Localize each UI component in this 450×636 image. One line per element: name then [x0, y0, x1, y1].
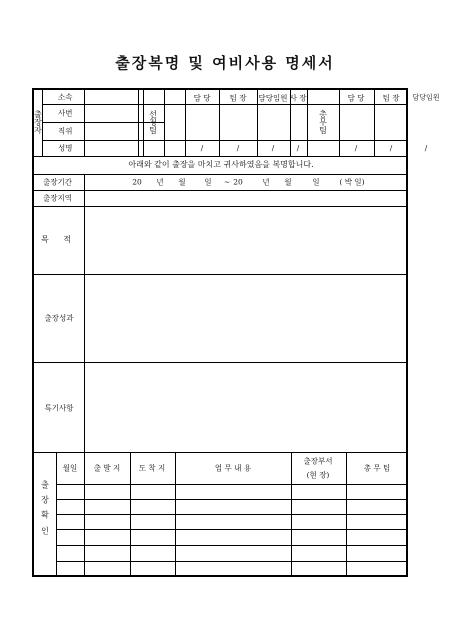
confirm-col-line	[291, 452, 292, 577]
approval-role-president: 사 장	[289, 93, 307, 103]
ga-role-staff: 담 당	[347, 93, 365, 103]
period-start-month-unit: 월	[178, 177, 186, 187]
traveler-field-affiliation: 소속	[58, 92, 73, 102]
confirm-row-line	[56, 529, 408, 530]
traveler-side-label: 출장자	[34, 110, 42, 135]
section-divider	[34, 362, 408, 363]
confirm-col-line	[84, 452, 85, 577]
confirm-row-line	[56, 499, 408, 500]
approval-sign-line	[143, 140, 307, 141]
document-title: 출장복명 및 여비사용 명세서	[115, 54, 335, 72]
approval-side-label: 선청팀	[149, 110, 157, 135]
approval-role-team-lead: 팀 장	[229, 93, 247, 103]
period-start-day-unit: 일	[204, 177, 212, 187]
confirm-header-dept: 출장부서	[303, 456, 333, 466]
confirm-row-line	[56, 514, 408, 515]
ga-side-label: 총무팀	[319, 110, 327, 135]
confirm-header-arrive: 도 착 지	[138, 463, 166, 473]
purpose-label: 목 적	[41, 235, 77, 244]
traveler-field-position: 직위	[58, 126, 73, 136]
form-frame	[32, 88, 440, 577]
approval-date-mark: /	[271, 143, 275, 153]
approval-side-line	[164, 90, 165, 156]
confirm-header-depart: 출 발 지	[93, 463, 121, 473]
traveler-field-employee-no: 사번	[58, 108, 73, 118]
confirm-col-line	[175, 452, 176, 577]
period-tilde: ~	[223, 177, 231, 187]
section-divider	[34, 452, 408, 453]
ga-date-mark: /	[424, 143, 428, 153]
section-divider	[34, 206, 408, 207]
section-divider	[34, 274, 408, 275]
confirm-side-line	[56, 452, 57, 577]
period-end-month-unit: 월	[284, 177, 292, 187]
traveler-value-line	[143, 90, 144, 156]
ga-role-team-lead: 팀 장	[382, 93, 400, 103]
ga-date-mark: /	[354, 143, 358, 153]
approval-role-executive: 담당임원	[258, 93, 288, 103]
period-end-year-unit: 년	[262, 177, 270, 187]
ga-col-line	[374, 90, 375, 156]
section-divider	[34, 156, 408, 157]
return-statement: 아래와 같이 출장을 마치고 귀사하였음을 복명합니다.	[128, 160, 314, 169]
confirm-header-ga: 총 무 팀	[363, 463, 391, 473]
ga-date-mark: /	[389, 143, 393, 153]
ga-sign-line	[307, 140, 408, 141]
traveler-value-line	[138, 90, 139, 156]
approval-header-line	[143, 104, 307, 105]
confirm-col-line	[346, 452, 347, 577]
period-end-day-unit: 일	[312, 177, 320, 187]
confirm-row-line	[56, 484, 408, 485]
traveler-field-name: 성명	[58, 143, 73, 153]
ga-role-executive: 담당임원	[412, 93, 440, 102]
approval-date-mark: /	[236, 143, 240, 153]
confirm-row-line	[56, 545, 408, 546]
period-end-year: 20	[233, 177, 243, 187]
approval-date-mark: /	[296, 143, 300, 153]
confirm-side-label: 출장확인	[41, 480, 49, 536]
section-divider	[34, 174, 408, 175]
confirm-col-line	[130, 452, 131, 577]
period-nights: ( 박 일)	[339, 177, 365, 187]
approval-col-line	[219, 90, 220, 156]
confirm-header-task: 업 무 내 용	[214, 463, 252, 473]
traveler-row-line	[42, 122, 164, 123]
result-label: 출장성과	[44, 313, 74, 323]
confirm-row-line	[56, 561, 408, 562]
confirm-header-date: 월일	[62, 463, 78, 473]
ga-side-line	[307, 90, 308, 156]
period-start-year-unit: 년	[156, 177, 164, 187]
approval-col-line	[185, 90, 186, 156]
approval-date-mark: /	[200, 143, 204, 153]
region-label: 출장지역	[43, 193, 72, 203]
approval-role-staff: 담 당	[193, 93, 211, 103]
ga-header-line	[307, 104, 408, 105]
section-divider	[34, 190, 408, 191]
period-start-year: 20	[132, 177, 142, 187]
ga-col-line	[339, 90, 340, 156]
notes-label: 특기사항	[44, 403, 74, 413]
period-label: 출장기간	[43, 177, 72, 187]
traveler-label-line	[84, 90, 85, 156]
label-column-line	[84, 174, 85, 452]
confirm-header-site: (현 장)	[306, 470, 330, 480]
